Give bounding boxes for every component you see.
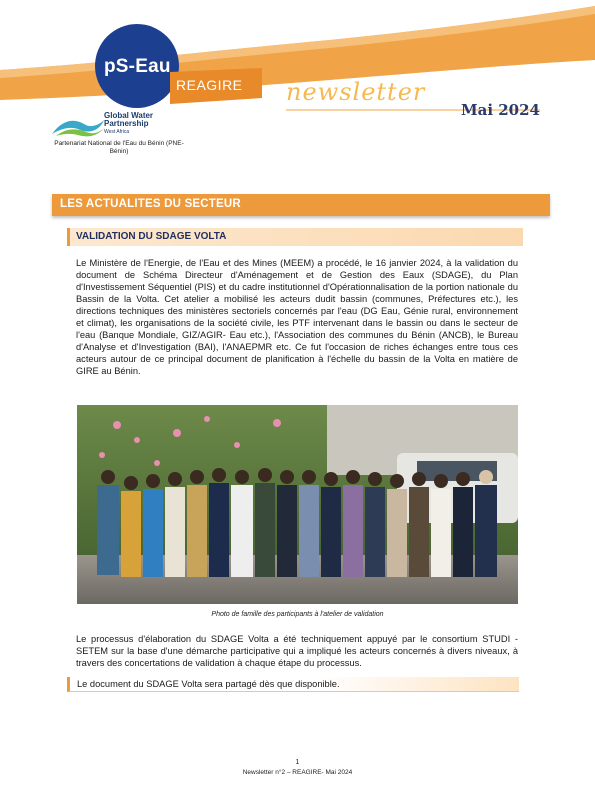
article-heading-bar (67, 228, 523, 246)
section-title: LES ACTUALITES DU SECTEUR (60, 198, 241, 210)
gwp-name: Global Water Partnership (104, 111, 154, 128)
newsletter-title: newsletter (286, 78, 426, 106)
closing-paragraph: Le processus d'élaboration du SDAGE Volta a été techniquement appuyé par le consortium STUDI -SETEM sur la base d'une démarche participative qui a impliqué les acteurs concernés à divers niveaux, à travers des concertations de validation à chaque étape du processus. (76, 634, 518, 668)
footer-text: Newsletter n°2 – REAGIRE- Mai 2024 (242, 769, 353, 776)
issue-date: Mai 2024 (461, 101, 540, 119)
article-title: VALIDATION DU SDAGE VOLTA (76, 231, 227, 242)
section-band (52, 194, 550, 216)
partner-name: Partenariat National de l'Eau du Bénin (PNE-Bénin) (54, 140, 184, 155)
article-body: Le Ministère de l'Energie, de l'Eau et des Mines (MEEM) a procédé, le 16 janvier 2024, à la validation du document de Schéma Directeur d'Aménagement et de Gestion des Eaux (SDAGE), du Plan d'Investissement Séquentiel (PIS) et du cadre institutionnel d'Opérationnalisation de la portion nationale du Bassin de la Volta. Cet atelier a mobilisé les acteurs dudit bassin (communes, Préfectures etc.), les directions techniques des ministères sectoriels concernés par l'eau (DG Eau, Génie rural, environnement et climat), les organisations de la société civile, les PTF intervenant dans le bassin ou dans le secteur de l'eau (Banque Mondiale, GIZ/AGIR- Eau etc.), l'Association des communes du Bénin (ANCB), le Bureau d'Analyse et d'Investigation (BAI), l'ANAEPMR etc. Ce fut l'occasion de riches échanges entre tous ces acteurs autour de ce principal document de planification à l'échelle du bassin de la Volta en matière de GIRE au Bénin. (76, 258, 518, 376)
page-number: 1 (295, 759, 300, 766)
gwp-region: West Africa (104, 129, 130, 135)
reagire-logo-text: REAGIRE (176, 77, 243, 93)
gwp-wave-icon (50, 116, 106, 138)
note-bar (67, 677, 519, 692)
note-text: Le document du SDAGE Volta sera partagé dès que disponible. (77, 679, 340, 689)
group-photo (77, 405, 518, 604)
ps-eau-logo-text: pS-Eau (104, 56, 171, 77)
photo-caption: Photo de famille des participants à l'atelier de validation (211, 611, 384, 618)
